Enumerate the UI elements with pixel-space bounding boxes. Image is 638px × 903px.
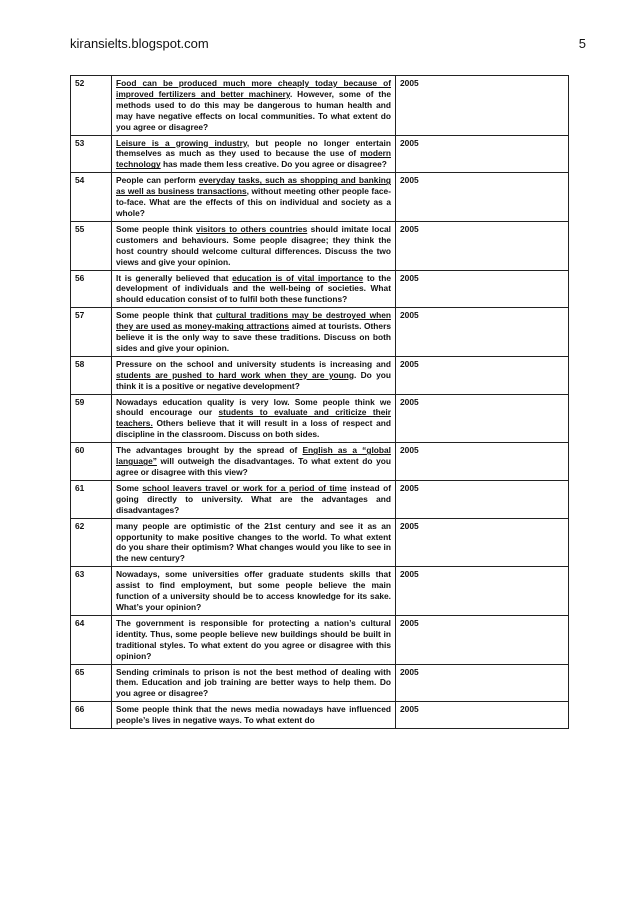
underlined-phrase: English as a “global language” xyxy=(116,445,392,467)
topic-text-segment: Some people think that xyxy=(116,310,217,321)
topic-text xyxy=(112,76,396,136)
topic-number: 52 xyxy=(71,76,112,136)
topic-number: 60 xyxy=(71,443,112,481)
topic-text xyxy=(112,518,396,567)
underlined-phrase: everyday tasks, such as shopping and banking as well as business transactions xyxy=(116,175,391,197)
underlined-phrase: students to evaluate and criticize their teachers. xyxy=(116,407,392,429)
page-number: 5 xyxy=(578,36,586,51)
table-row xyxy=(71,135,569,173)
underlined-phrase: education is of vital importance xyxy=(232,272,364,283)
underlined-phrase: Leisure is a growing industry xyxy=(116,137,247,148)
table-body xyxy=(71,76,569,729)
topic-number: 63 xyxy=(71,567,112,616)
topic-text-segment: Others believe that it will result in a loss of respect and discipline in the classroom. Discuss on both sides. xyxy=(116,418,391,440)
topic-number: 55 xyxy=(71,221,112,270)
topic-text xyxy=(112,567,396,616)
topic-number: 56 xyxy=(71,270,112,308)
table-row xyxy=(71,76,569,136)
topic-text xyxy=(112,664,396,702)
topic-text-segment: instead of going directly to university. What are the advantages and disadvantages? xyxy=(116,482,391,515)
topic-number: 61 xyxy=(71,480,112,518)
topic-text-segment: many people are optimistic of the 21st century and see it as an opportunity to make positive changes to the world. To what extent do you share their optimism? What changes would you like to see in the new century? xyxy=(116,520,391,564)
topic-number: 66 xyxy=(71,702,112,729)
underlined-phrase: Food can be produced much more cheaply today because of improved fertilizers and better machinery xyxy=(116,78,391,99)
topic-text-segment: aimed at tourists. Others believe it is the only way to save these traditions. Discuss on both sides and give your opinion. xyxy=(116,321,391,353)
topic-text xyxy=(112,270,396,308)
topic-text-segment: will outweigh the disadvantages. To what extent do you agree or disagree with this view? xyxy=(116,456,391,477)
topic-text-segment: Sending criminals to prison is not the best method of dealing with them. Education and job training are better ways to help them. Do you agree or disagree? xyxy=(116,666,391,699)
topic-text-segment: to the development of individuals and the well-being of societies. What should education consist of to fulfil both these functions? xyxy=(116,272,391,305)
topic-text xyxy=(112,480,396,518)
topic-text-segment: The government is responsible for protecting a nation’s cultural identity. Thus, some people believe new buildings should be built in traditional styles. To what extent do you agree or disagree with this opinion? xyxy=(116,617,391,661)
topic-number: 57 xyxy=(71,308,112,357)
table-row xyxy=(71,664,569,702)
topic-text xyxy=(112,308,396,357)
topic-text xyxy=(112,221,396,270)
topic-year: 2005 xyxy=(396,480,569,518)
table-row xyxy=(71,702,569,729)
topic-year: 2005 xyxy=(396,443,569,481)
underlined-phrase: students are pushed to hard work when they are young xyxy=(116,369,354,380)
topic-text-segment: has made them less creative. Do you agree or disagree? xyxy=(160,159,387,170)
table-row xyxy=(71,270,569,308)
table-row xyxy=(71,480,569,518)
essay-topics-table xyxy=(70,75,569,729)
topic-year: 2005 xyxy=(396,664,569,702)
topic-year: 2005 xyxy=(396,702,569,729)
topic-text-segment: Some people think xyxy=(116,223,197,234)
topic-text xyxy=(112,356,396,394)
table-row xyxy=(71,518,569,567)
table-row xyxy=(71,308,569,357)
topic-year: 2005 xyxy=(396,356,569,394)
topic-text-segment: , but people no longer entertain themselves as much as they used to because the use of xyxy=(116,137,391,159)
topic-text xyxy=(112,173,396,222)
table-row xyxy=(71,221,569,270)
topic-text-segment: Nowadays, some universities offer graduate students skills that assist to find employment, but some people believe the main function of a university should be to access knowledge for its sake. What’s your opinion? xyxy=(116,569,391,612)
topic-year: 2005 xyxy=(396,394,569,443)
topic-text-segment: Some xyxy=(116,482,143,493)
topic-number: 62 xyxy=(71,518,112,567)
topic-year: 2005 xyxy=(396,567,569,616)
topic-text-segment: Nowadays education quality is very low. Some people think we should encourage our xyxy=(116,396,391,418)
topic-number: 53 xyxy=(71,135,112,173)
table-row xyxy=(71,615,569,664)
topic-text-segment: The advantages brought by the spread of xyxy=(116,445,303,456)
topic-text xyxy=(112,394,396,443)
topic-text-segment: , without meeting other people face-to-face. What are the effects of this on individual and society as a whole? xyxy=(116,186,391,218)
table-row xyxy=(71,356,569,394)
table-row xyxy=(71,443,569,481)
site-name: kiransielts.blogspot.com xyxy=(70,36,209,51)
underlined-phrase: cultural traditions may be destroyed when they are used as money-making attractions xyxy=(116,310,391,332)
topic-year: 2005 xyxy=(396,173,569,222)
topic-number: 54 xyxy=(71,173,112,222)
topic-year: 2005 xyxy=(396,308,569,357)
topic-text xyxy=(112,135,396,173)
topic-text-segment: People can perform xyxy=(116,175,199,186)
topic-text xyxy=(112,702,396,729)
topic-text-segment: . However, some of the methods used to do this may be dangerous to human health and may have negative effects on local communities. To what extent do you agree or disagree? xyxy=(116,88,391,132)
topic-text-segment: Some people think that the news media nowadays have influenced people’s lives in negative ways. To what extent do xyxy=(116,704,391,726)
underlined-phrase: modern technology xyxy=(116,148,391,170)
topic-number: 58 xyxy=(71,356,112,394)
underlined-phrase: visitors to others countries xyxy=(196,223,308,234)
page-header xyxy=(70,36,586,54)
topic-text-segment: It is generally believed that xyxy=(116,272,233,283)
topic-text-segment: Pressure on the school and university students is increasing and xyxy=(116,358,391,369)
topic-year: 2005 xyxy=(396,221,569,270)
topic-text xyxy=(112,443,396,481)
topic-year: 2005 xyxy=(396,518,569,567)
topic-number: 59 xyxy=(71,394,112,443)
topic-text-segment: . Do you think it is a positive or negative development? xyxy=(116,369,391,391)
topic-text xyxy=(112,615,396,664)
topic-year: 2005 xyxy=(396,76,569,136)
topic-text-segment: should imitate local customers and behaviours. Some people disagree; they think the host country should welcome cultural differences. Discuss the two views and give your opinion. xyxy=(116,223,391,267)
table-row xyxy=(71,173,569,222)
topic-year: 2005 xyxy=(396,270,569,308)
table-row xyxy=(71,394,569,443)
topic-number: 65 xyxy=(71,664,112,702)
table-row xyxy=(71,567,569,616)
topic-year: 2005 xyxy=(396,135,569,173)
underlined-phrase: school leavers travel or work for a period of time xyxy=(142,482,347,493)
topic-number: 64 xyxy=(71,615,112,664)
topic-year: 2005 xyxy=(396,615,569,664)
